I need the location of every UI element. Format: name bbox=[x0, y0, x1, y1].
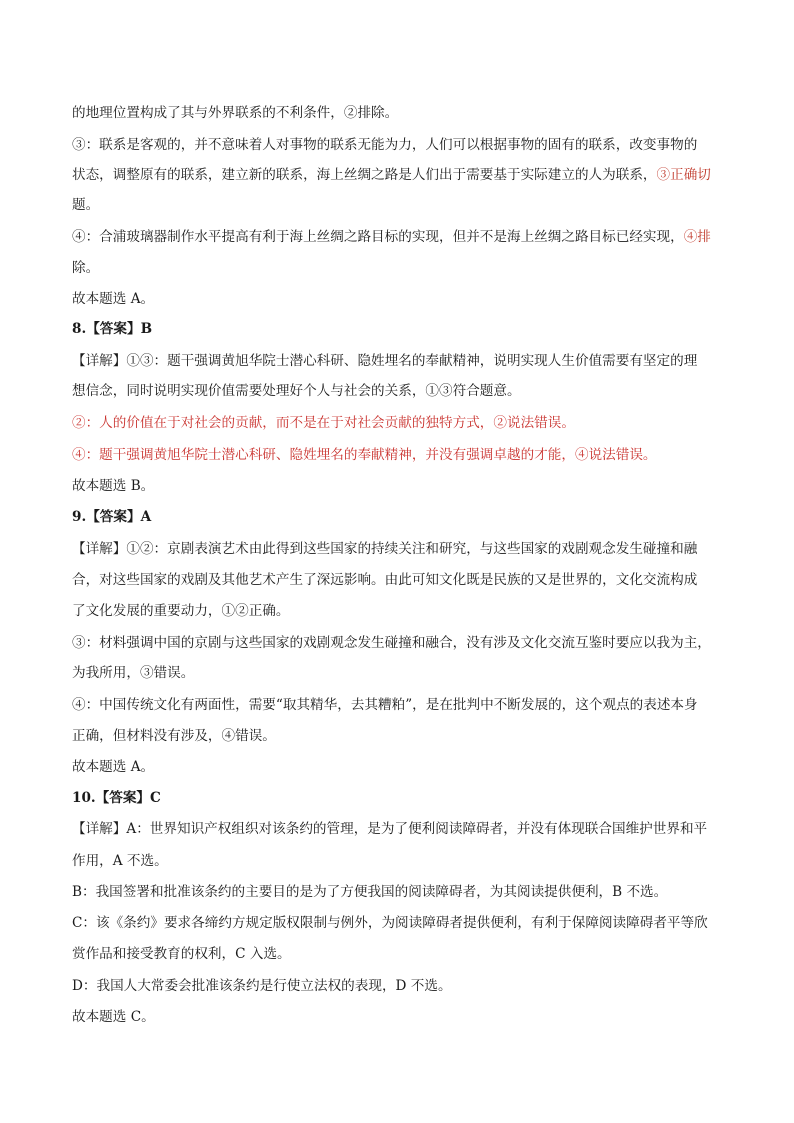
text-line: 想信念，同时说明实现价值需要处理好个人与社会的关系，①③符合题意。 bbox=[72, 383, 521, 399]
text-line: 为我所用，③错误。 bbox=[72, 665, 195, 681]
text-segment: 状态，调整原有的联系，建立新的联系，海上丝绸之路是人们出于需要基于实际建立的人为联系， bbox=[72, 167, 657, 183]
text-line: 合，对这些国家的戏剧及其他艺术产生了深远影响。由此可知文化既是民族的又是世界的，文化交流构成 bbox=[72, 572, 698, 588]
text-line: 作用，A 不选。 bbox=[72, 853, 168, 869]
text-line: 【详解】①②：京剧表演艺术由此得到这些国家的持续关注和研究，与这些国家的戏剧观念发生碰撞和融 bbox=[72, 541, 698, 557]
text-line: 题。 bbox=[72, 197, 100, 213]
text-line: 【详解】A：世界知识产权组织对该条约的管理，是为了便利阅读障碍者，并没有体现联合国维护世界和平 bbox=[72, 821, 708, 837]
text-line: ③：联系是客观的，并不意味着人对事物的联系无能为力，人们可以根据事物的固有的联系，改变事物的 bbox=[72, 137, 698, 153]
text-line bbox=[72, 166, 732, 184]
text-line: 赏作品和接受教育的权利，C 入选。 bbox=[72, 946, 291, 962]
text-line: 除。 bbox=[72, 260, 100, 276]
text-line: 故本题选 C。 bbox=[72, 1009, 155, 1025]
highlight-text: ④排 bbox=[683, 229, 711, 245]
text-line: 故本题选 A。 bbox=[72, 291, 155, 307]
text-line: 了文化发展的重要动力，①②正确。 bbox=[72, 603, 290, 619]
text-line: 【详解】①③：题干强调黄旭华院士潜心科研、隐姓埋名的奉献精神，说明实现人生价值需要有坚定的理 bbox=[72, 353, 698, 369]
text-line: 故本题选 A。 bbox=[72, 759, 155, 775]
answer-heading: 9.【答案】A bbox=[72, 509, 152, 525]
text-line: D：我国人大常委会批准该条约是行使立法权的表现，D 不选。 bbox=[72, 978, 452, 994]
text-line: C：该《条约》要求各缔约方规定版权限制与例外，为阅读障碍者提供便利，有利于保障阅读障碍者平等欣 bbox=[72, 915, 708, 931]
text-line: 的地理位置构成了其与外界联系的不利条件，②排除。 bbox=[72, 105, 399, 121]
text-line: 正确，但材料没有涉及，④错误。 bbox=[72, 728, 276, 744]
text-line: ②：人的价值在于对社会的贡献，而不是在于对社会贡献的独特方式，②说法错误。 bbox=[72, 415, 575, 431]
text-line: ④：中国传统文化有两面性，需要“取其精华，去其糟粕”，是在批判中不断发展的，这个观点的表述本身 bbox=[72, 697, 698, 713]
text-line bbox=[72, 228, 732, 246]
text-segment: ④：合浦玻璃器制作水平提高有利于海上丝绸之路目标的实现，但并不是海上丝绸之路目标已经实现， bbox=[72, 229, 684, 245]
answer-heading: 10.【答案】C bbox=[72, 790, 161, 806]
text-line: ③：材料强调中国的京剧与这些国家的戏剧观念发生碰撞和融合，没有涉及文化交流互鉴时要应以我为主， bbox=[72, 635, 711, 651]
text-line: B：我国签署和批准该条约的主要目的是为了方便我国的阅读障碍者，为其阅读提供便利，B 不选。 bbox=[72, 884, 668, 900]
answer-heading: 8.【答案】B bbox=[72, 321, 153, 337]
highlight-text: ③正确切 bbox=[656, 167, 711, 183]
text-line: 故本题选 B。 bbox=[72, 478, 155, 494]
text-line: ④：题干强调黄旭华院士潜心科研、隐姓埋名的奉献精神，并没有强调卓越的才能，④说法错误。 bbox=[72, 447, 657, 463]
